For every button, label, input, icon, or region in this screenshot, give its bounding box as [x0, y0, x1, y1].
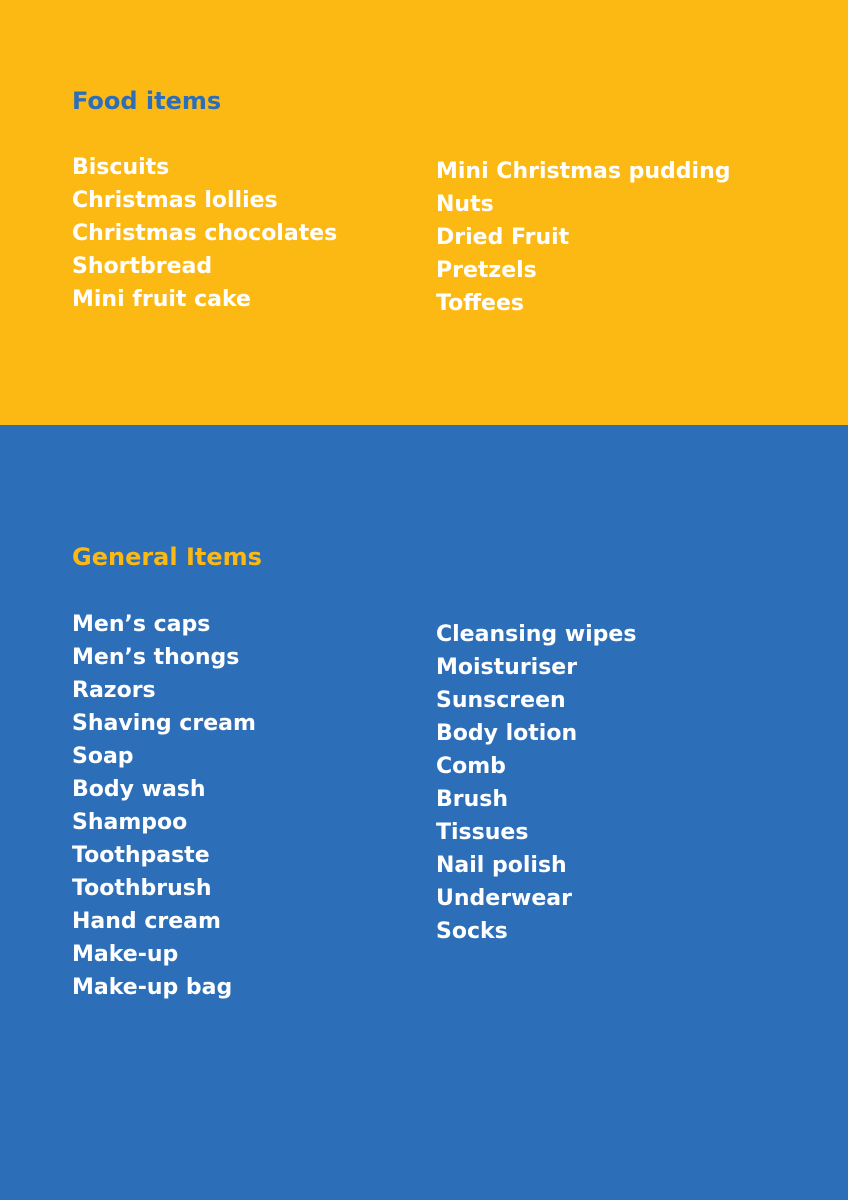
general-items-list-left [72, 608, 256, 1004]
list-item: Dried Fruit [436, 225, 570, 250]
list-item: Body wash [72, 777, 206, 802]
list-item: Biscuits [72, 155, 170, 180]
general-items-section [0, 425, 848, 1200]
list-item: Nail polish [436, 853, 567, 878]
food-items-heading: Food items [72, 87, 222, 115]
general-items-heading: General Items [72, 543, 262, 571]
list-item: Underwear [436, 886, 572, 911]
list-item: Mini fruit cake [72, 287, 251, 312]
list-item: Shortbread [72, 254, 213, 279]
list-item: Pretzels [436, 258, 537, 283]
list-item: Socks [436, 919, 508, 944]
list-item: Brush [436, 787, 509, 812]
food-items-list-right [436, 155, 731, 320]
list-item: Tissues [436, 820, 529, 845]
list-item: Christmas chocolates [72, 221, 338, 246]
list-item: Nuts [436, 192, 494, 217]
list-item: Comb [436, 754, 506, 779]
list-item: Razors [72, 678, 156, 703]
list-item: Soap [72, 744, 134, 769]
list-item: Make-up [72, 942, 179, 967]
list-item: Hand cream [72, 909, 221, 934]
list-item: Christmas lollies [72, 188, 278, 213]
list-item: Sunscreen [436, 688, 566, 713]
list-item: Men’s thongs [72, 645, 240, 670]
list-item: Toothbrush [72, 876, 212, 901]
food-items-section [0, 0, 848, 425]
list-item: Moisturiser [436, 655, 578, 680]
list-item: Men’s caps [72, 612, 211, 637]
list-item: Shaving cream [72, 711, 256, 736]
food-items-list-left [72, 151, 337, 316]
list-item: Toffees [436, 291, 524, 316]
list-item: Make-up bag [72, 975, 233, 1000]
list-item: Toothpaste [72, 843, 210, 868]
list-item: Mini Christmas pudding [436, 159, 731, 184]
list-item: Cleansing wipes [436, 622, 637, 647]
list-item: Body lotion [436, 721, 578, 746]
general-items-list-right [436, 618, 636, 948]
list-item: Shampoo [72, 810, 188, 835]
